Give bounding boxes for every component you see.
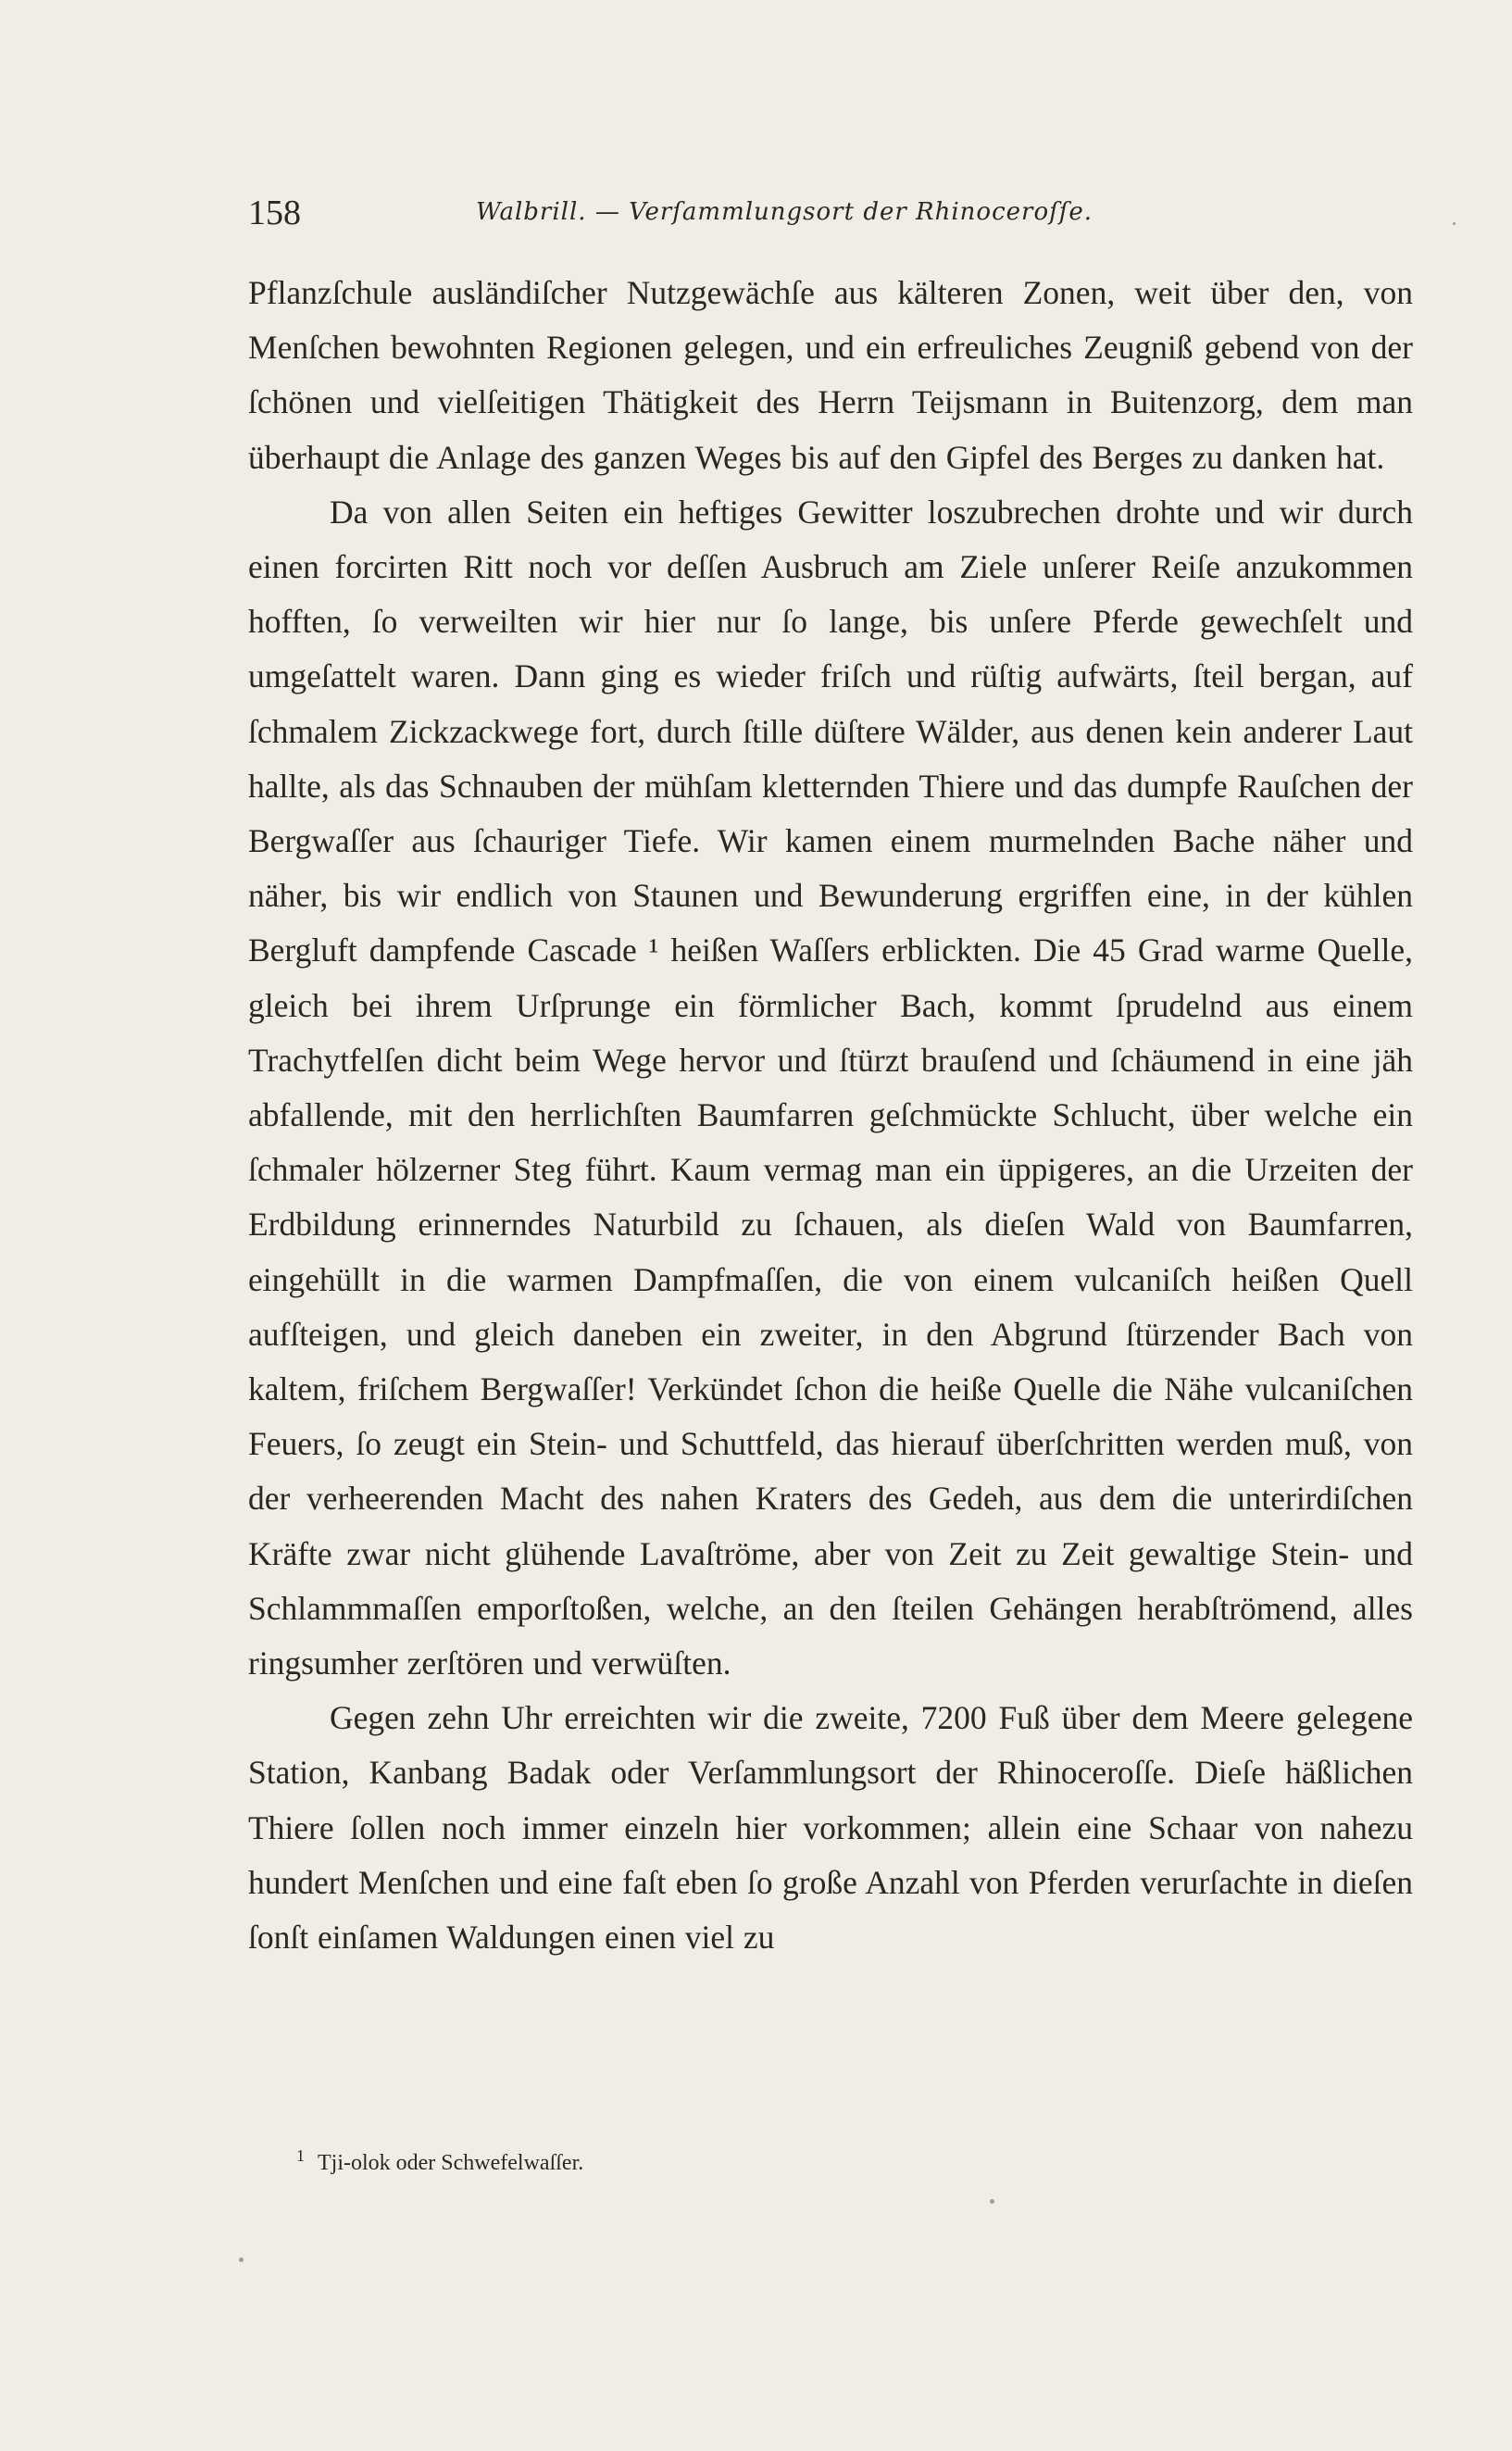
running-head: Walbrill. — Verſammlungsort der Rhinoceroſſe.: [476, 198, 1093, 226]
footnote-mark: 1: [296, 2146, 305, 2165]
paragraph-thunderstorm-ride: Da von allen Seiten ein heftiges Gewitter loszubrechen drohte und wir durch einen forcirten Ritt noch vor deſſen Ausbruch am Ziele unſerer Reiſe anzukommen hofften, ſo verweilten wir hier nur ſo lange, bis unſere Pferde gewechſelt und umgeſattelt waren. Dann ging es wieder friſch und rüſtig aufwärts, ſteil bergan, auf ſchmalem Zickzackwege fort, durch ſtille düſtere Wälder, aus denen kein anderer Laut hallte, als das Schnauben der mühſam kletternden Thiere und das dumpfe Rauſchen der Bergwaſſer aus ſchauriger Tiefe. Wir kamen einem murmelnden Bache näher und näher, bis wir endlich von Staunen und Bewunderung ergriffen eine, in der kühlen Bergluft dampfende Cascade ¹ heißen Waſſers erblickten. Die 45 Grad warme Quelle, gleich bei ihrem Urſprunge ein förmlicher Bach, kommt ſprudelnd aus einem Trachytfelſen dicht beim Wege hervor und ſtürzt brauſend und ſchäumend in eine jäh abfallende, mit den herrlichſten Baumfarren geſchmückte Schlucht, über welche ein ſchmaler hölzerner Steg führt. Kaum vermag man ein üppigeres, an die Urzeiten der Erdbildung erinnerndes Naturbild zu ſchauen, als dieſen Wald von Baumfarren, eingehüllt in die warmen Dampfmaſſen, die von einem vulcaniſch heißen Quell aufſteigen, und gleich daneben ein zweiter, in den Abgrund ſtürzender Bach von kaltem, friſchem Bergwaſſer! Verkündet ſchon die heiße Quelle die Nähe vulcaniſchen Feuers, ſo zeugt ein Stein- und Schuttfeld, das hierauf überſchritten werden muß, von der verheerenden Macht des nahen Kraters des Gedeh, aus dem die unterirdiſchen Kräfte zwar nicht glühende Lavaſtröme, aber von Zeit zu Zeit gewaltige Stein- und Schlammmaſſen emporſtoßen, welche, an den ſteilen Gehängen herabſtrömend, alles ringsumher zerſtören und verwüſten.: [248, 493, 1413, 1682]
footnote-text: Tji-olok oder Schwefelwaſſer.: [318, 2151, 584, 2175]
page-header: [248, 193, 1285, 239]
paper-speck: [1453, 222, 1456, 225]
paragraph-second-station: Gegen zehn Uhr erreichten wir die zweite, 7200 Fuß über dem Meere gelegene Station, Kanbang Badak oder Verſammlungsort der Rhinoceroſſe. Dieſe häßlichen Thiere ſollen noch immer einzeln hier vorkommen; allein eine Schaar von nahezu hundert Menſchen und eine faſt eben ſo große Anzahl von Pferden verurſachte in dieſen ſonſt einſamen Waldungen einen viel zu: [248, 1699, 1413, 1957]
body-text: [248, 266, 1413, 1965]
footnote: [296, 2146, 583, 2176]
page-number: 158: [248, 194, 301, 232]
paper-speck: [239, 2257, 244, 2262]
paper-speck: [990, 2199, 994, 2204]
paragraph-continuation: Pflanzſchule ausländiſcher Nutzgewächſe aus kälteren Zonen, weit über den, von Menſchen bewohnten Regionen gelegen, und ein erfreuliches Zeugniß gebend von der ſchönen und vielſeitigen Thätigkeit des Herrn Teijsmann in Buitenzorg, dem man überhaupt die Anlage des ganzen Weges bis auf den Gipfel des Berges zu danken hat.: [248, 274, 1413, 476]
